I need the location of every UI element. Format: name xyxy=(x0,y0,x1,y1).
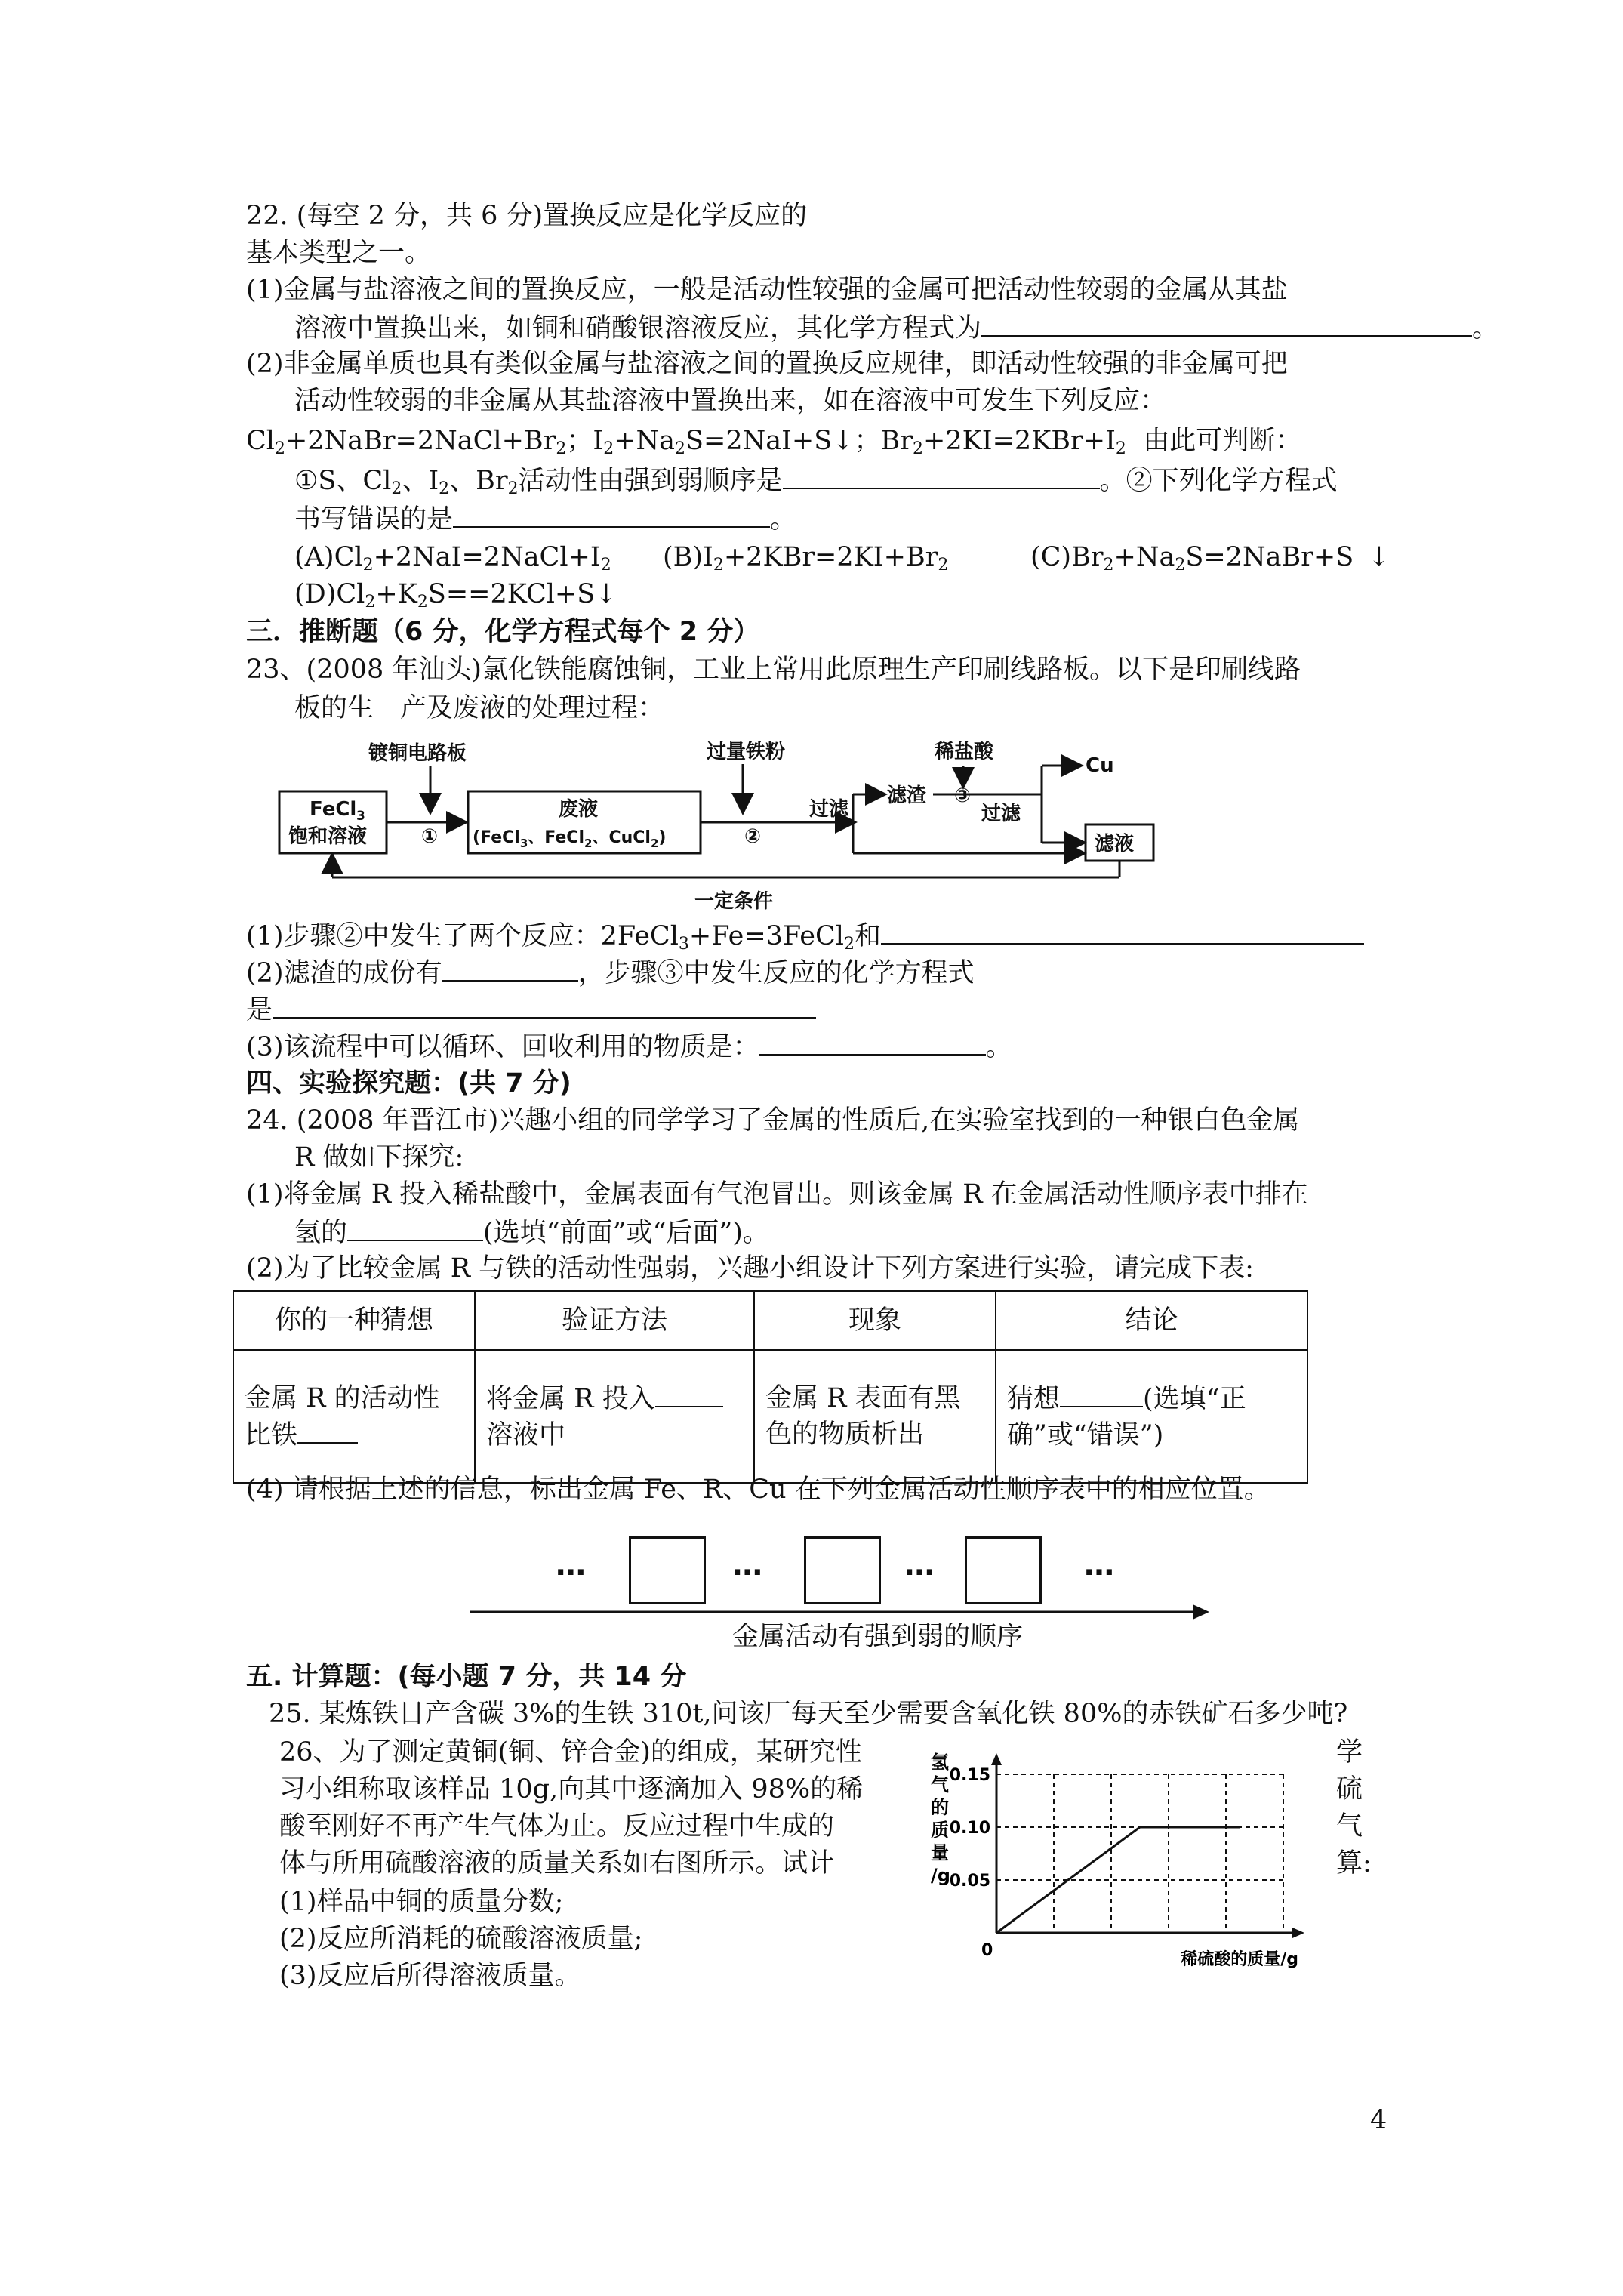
answer-blank[interactable] xyxy=(981,310,1472,337)
section-4-title: 四、实验探究题：(共 7 分) xyxy=(246,1068,571,1099)
q24-part2: (2)为了比较金属 R 与铁的活动性强弱，兴趣小组设计下列方案进行实验，请完成下表: xyxy=(246,1253,1254,1284)
answer-box[interactable] xyxy=(804,1536,881,1604)
q23-line2: 板的生 产及废液的处理过程： xyxy=(294,693,665,723)
y-axis-label: 氢 xyxy=(931,1752,949,1773)
step-3-icon: ③ xyxy=(954,784,972,807)
answer-blank[interactable] xyxy=(442,954,578,982)
flow-copper-board: 镀铜电路板 xyxy=(368,742,467,765)
x-axis-arrow-icon xyxy=(1292,1928,1304,1938)
answer-blank[interactable] xyxy=(759,1028,986,1056)
step-2-icon: ② xyxy=(744,825,762,848)
q23-step2-cont: 是 xyxy=(246,991,816,1028)
y-axis-label: 量 xyxy=(931,1842,949,1863)
q22-part3: ①S、$Cl_2$、$I_2$、$Br_2$活动性由强到弱顺序是 。②下列化学方程式 xyxy=(294,462,1338,498)
table-header-row xyxy=(233,1291,1307,1350)
answer-blank[interactable] xyxy=(881,917,1364,945)
q26-line4: 体与所用硫酸溶液的质量关系如右图所示。试计 xyxy=(279,1848,835,1878)
step-1-icon: ① xyxy=(421,825,439,848)
experiment-table xyxy=(233,1290,1308,1484)
y-tick-label: 0.10 xyxy=(949,1819,990,1838)
flow-dilute-acid: 稀盐酸 xyxy=(935,741,994,763)
q24-part1: (1)将金属 R 投入稀盐酸中，金属表面有气泡冒出。则该金属 R 在金属活动性顺序表中排在 xyxy=(246,1179,1308,1210)
answer-blank[interactable] xyxy=(655,1380,723,1407)
y-tick-label: 0.05 xyxy=(949,1872,990,1891)
q22-line: 基本类型之一。 xyxy=(246,238,432,268)
q23-step3: (3)该流程中可以循环、回收利用的物质是： 。 xyxy=(246,1028,1012,1065)
answer-box[interactable] xyxy=(965,1536,1042,1604)
flow-filter-1: 过滤 xyxy=(809,798,849,821)
q23-step2: (2)滤渣的成份有 ，步骤③中发生反应的化学方程式 xyxy=(246,954,975,991)
q26-sub1: (1)样品中铜的质量分数; xyxy=(279,1887,564,1917)
ellipsis: … xyxy=(732,1548,762,1583)
table-header: 结论 xyxy=(996,1291,1307,1350)
q24-part4: (4) 请根据上述的信息，标出金属 Fe、R、Cu 在下列金属活动性顺序表中的相应位置。 xyxy=(246,1475,1270,1505)
q26-sub3: (3)反应后所得溶液质量。 xyxy=(279,1961,581,1991)
q26-line2-tail: 硫 xyxy=(1336,1774,1363,1804)
q26-sub2: (2)反应所消耗的硫酸溶液质量; xyxy=(279,1924,643,1954)
q24-line2: R 做如下探究: xyxy=(294,1142,464,1173)
q22-part2-cont: 活动性较弱的非金属从其盐溶液中置换出来，如在溶液中可发生下列反应： xyxy=(294,386,1167,416)
y-tick-label: 0.15 xyxy=(949,1766,990,1785)
y-axis-label: 质 xyxy=(931,1820,949,1841)
table-row xyxy=(233,1350,1307,1483)
table-header: 你的一种猜想 xyxy=(233,1291,475,1350)
option-b: $(B)I_2+2KBr=2KI+Br_2$ xyxy=(663,542,949,575)
axis-label: 金属活动有强到弱的顺序 xyxy=(732,1622,1024,1652)
q26-line1-tail: 学 xyxy=(1336,1737,1363,1767)
q25-text: 25. 某炼铁日产含碳 3%的生铁 310t,问该厂每天至少需要含氧化铁 80%的赤铁矿石多少吨? xyxy=(269,1699,1348,1729)
option-a: $(A)Cl_2+2NaI=2NaCl+I_2$ xyxy=(294,542,611,575)
table-cell: 猜想 (选填“正 确”或“错误”) xyxy=(996,1350,1307,1483)
ellipsis: … xyxy=(556,1548,586,1583)
answer-blank[interactable] xyxy=(453,501,770,528)
page-number: 4 xyxy=(1370,2105,1387,2135)
q26-line1: 26、为了测定黄铜(铜、锌合金)的组成，某研究性 xyxy=(279,1737,862,1767)
y-axis-arrow-icon xyxy=(991,1753,1002,1765)
option-c: $(C)Br_2+Na_2S=2NaBr+S$ xyxy=(1030,542,1354,575)
ellipsis: … xyxy=(1084,1548,1114,1583)
y-axis-label: 的 xyxy=(931,1797,949,1818)
answer-blank[interactable] xyxy=(347,1214,483,1241)
flow-waste-formula: (FeCl$_3$、FeCl$_2$、CuCl$_2$) xyxy=(473,828,667,850)
q22-reactions: $Cl_2+2NaBr=2NaCl+Br_2$；$I_2+Na_2S=2NaI+S↓$；$Br_2+2KI=2KBr+I_2$ 由此可判断： xyxy=(246,426,1302,458)
q22-part4: 书写错误的是 。 xyxy=(294,501,796,537)
q26-line3-tail: 气 xyxy=(1336,1811,1363,1841)
down-arrow-icon: ↓ xyxy=(1368,542,1390,572)
q23-line1: 23、(2008 年汕头)氯化铁能腐蚀铜，工业上常用此原理生产印刷线路板。以下是印刷线路 xyxy=(246,655,1301,685)
answer-blank[interactable] xyxy=(297,1416,358,1444)
answer-blank[interactable] xyxy=(783,462,1100,489)
ellipsis: … xyxy=(904,1548,935,1583)
table-cell: 金属 R 表面有黑 色的物质析出 xyxy=(754,1350,996,1483)
flow-cu: Cu xyxy=(1086,754,1114,777)
x-axis-label: 稀硫酸的质量/g xyxy=(1181,1950,1298,1969)
flow-filter-2: 过滤 xyxy=(981,803,1021,825)
flow-filtrate: 滤液 xyxy=(1095,833,1135,855)
origin-label: 0 xyxy=(981,1941,993,1960)
table-header: 现象 xyxy=(754,1291,996,1350)
q22-part1: (1)金属与盐溶液之间的置换反应，一般是活动性较强的金属可把活动性较弱的金属从其盐 xyxy=(246,275,1288,305)
answer-box[interactable] xyxy=(629,1536,706,1604)
flow-condition: 一定条件 xyxy=(694,890,774,913)
q22-part1-cont: 溶液中置换出来，如铜和硝酸银溶液反应，其化学方程式为 。 xyxy=(294,310,1498,346)
flow-fecl3: FeCl xyxy=(310,798,357,821)
q22-part2: (2)非金属单质也具有类似金属与盐溶液之间的置换反应规律，即活动性较强的非金属可把 xyxy=(246,349,1288,379)
svg-text:3: 3 xyxy=(356,809,365,824)
q26-line4-tail: 算: xyxy=(1336,1848,1372,1878)
hydrogen-mass-chart xyxy=(910,1752,1317,1978)
q24-line1: 24. (2008 年晋江市)兴趣小组的同学学习了金属的性质后,在实验室找到的一种银白色金属 xyxy=(246,1105,1300,1136)
table-cell: 金属 R 的活动性 比铁 xyxy=(233,1350,475,1483)
flow-residue: 滤渣 xyxy=(887,784,927,807)
table-header: 验证方法 xyxy=(475,1291,754,1350)
q22-heading: 22. (每空 2 分，共 6 分)置换反应是化学反应的 xyxy=(246,201,808,231)
q26-line2: 习小组称取该样品 10g,向其中逐滴加入 98%的稀 xyxy=(279,1774,864,1804)
y-axis-label: 气 xyxy=(931,1774,949,1795)
answer-blank[interactable] xyxy=(1060,1380,1143,1407)
section-3-title: 三．推断题（6 分，化学方程式每个 2 分） xyxy=(246,617,760,647)
flow-iron-powder: 过量铁粉 xyxy=(707,741,786,763)
table-cell: 将金属 R 投入 溶液中 xyxy=(475,1350,754,1483)
q26-line3: 酸至刚好不再产生气体为止。反应过程中生成的 xyxy=(279,1811,835,1841)
option-d: $(D)Cl_2+K_2S==2KCl+S↓$ xyxy=(294,579,617,612)
section-5-title: 五. 计算题：(每小题 7 分，共 14 分 xyxy=(246,1662,687,1692)
y-axis-label: /g xyxy=(931,1865,950,1886)
q24-part1-cont: 氢的 (选填“前面”或“后面”)。 xyxy=(294,1214,769,1250)
q23-step1: (1)步骤②中发生了两个反应：2FeCl$_3$+Fe=3FeCl$_2$和 xyxy=(246,917,1364,954)
process-flow-diagram xyxy=(272,738,1163,914)
answer-blank[interactable] xyxy=(273,991,816,1019)
flow-waste: 废液 xyxy=(559,798,599,821)
flow-saturated: 饱和溶液 xyxy=(288,825,368,848)
